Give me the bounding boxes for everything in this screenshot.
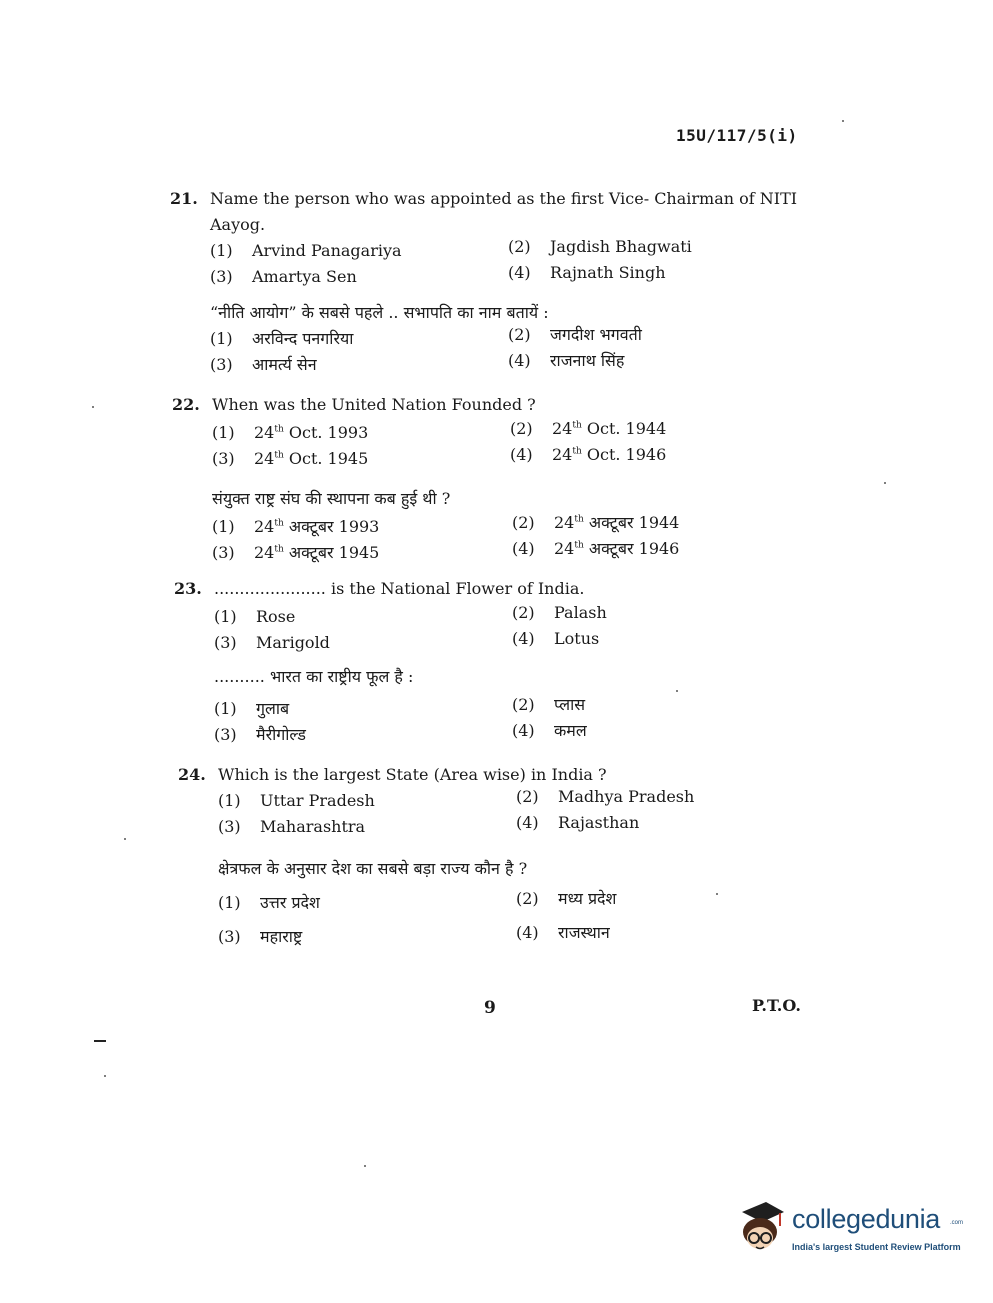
question-text-en: ...................... is the National Flower of India.: [214, 579, 585, 598]
option-2-hi: (2) जगदीश भगवती: [508, 325, 642, 344]
options-hi: [170, 326, 810, 378]
options-hi: [178, 882, 818, 952]
option-4: (4) Rajnath Singh: [508, 263, 666, 282]
options-en: [172, 418, 812, 470]
question-number: 21.: [170, 189, 198, 208]
option-1-hi: (1) उत्तर प्रदेश: [218, 893, 320, 912]
scan-speck: [104, 1075, 106, 1077]
question-text-en: When was the United Nation Founded ?: [212, 395, 536, 414]
option-3: (3) Maharashtra: [218, 817, 366, 836]
options-hi: [174, 690, 814, 742]
question-text-en: Name the person who was appointed as the first Vice- Chairman of NITI Aayog.: [210, 189, 798, 234]
option-2-hi: (2) मध्य प्रदेश: [516, 889, 617, 908]
option-2: (2) Palash: [512, 603, 607, 622]
collegedunia-watermark: [736, 1198, 964, 1258]
scan-speck: [676, 690, 678, 692]
brand-tagline: India's largest Student Review Platform: [792, 1242, 961, 1252]
brand-name: collegedunia: [792, 1204, 941, 1234]
option-4-hi: (4) 24th अक्टूबर 1946: [512, 539, 680, 558]
option-3-hi: (3) 24th अक्टूबर 1945: [212, 543, 380, 562]
options-en: [170, 238, 810, 290]
question-number: 23.: [174, 579, 202, 598]
question-text-hi: क्षेत्रफल के अनुसार देश का सबसे बड़ा राज्य कौन है ?: [218, 859, 528, 878]
option-4: (4) Rajasthan: [516, 813, 640, 832]
option-3: (3) Amartya Sen: [210, 267, 357, 286]
question-21: [170, 186, 810, 378]
option-1-hi: (1) 24th अक्टूबर 1993: [212, 517, 380, 536]
option-2-hi: (2) 24th अक्टूबर 1944: [512, 513, 680, 532]
option-2-hi: (2) प्लास: [512, 695, 586, 714]
question-22: [172, 392, 812, 564]
option-4-hi: (4) कमल: [512, 721, 587, 740]
option-3-hi: (3) महाराष्ट्र: [218, 927, 303, 946]
option-2: (2) Madhya Pradesh: [516, 787, 695, 806]
option-4: (4) 24th Oct. 1946: [510, 445, 667, 464]
question-text-hi: .......... भारत का राष्ट्रीय फूल है :: [214, 667, 414, 686]
option-2: (2) Jagdish Bhagwati: [508, 237, 692, 256]
option-3-hi: (3) आमर्त्य सेन: [210, 355, 317, 374]
option-1: (1) Rose: [214, 607, 296, 626]
option-2: (2) 24th Oct. 1944: [510, 419, 667, 438]
question-text-hi: संयुक्त राष्ट्र संघ की स्थापना कब हुई थी ?: [212, 489, 451, 508]
scan-speck: [884, 482, 886, 484]
scan-speck: [842, 120, 844, 122]
question-text-en: Which is the largest State (Area wise) in India ?: [218, 765, 607, 784]
brand-domain: .com: [950, 1220, 964, 1226]
option-1-hi: (1) गुलाब: [214, 699, 290, 718]
option-4-hi: (4) राजस्थान: [516, 923, 610, 942]
option-1: (1) 24th Oct. 1993: [212, 423, 369, 442]
option-1: (1) Uttar Pradesh: [218, 791, 375, 810]
question-23: [174, 576, 814, 742]
scan-speck: [364, 1165, 366, 1167]
paper-code: 15U/117/5(i): [676, 126, 798, 145]
option-1: (1) Arvind Panagariya: [210, 241, 402, 260]
option-3: (3) Marigold: [214, 633, 330, 652]
option-3: (3) 24th Oct. 1945: [212, 449, 369, 468]
pto-label: P.T.O.: [752, 996, 801, 1015]
options-en: [178, 788, 818, 840]
question-24: [178, 762, 818, 952]
options-hi: [172, 512, 812, 564]
options-en: [174, 602, 814, 654]
graduate-mascot-icon: [736, 1198, 788, 1256]
question-number: 22.: [172, 395, 200, 414]
option-1-hi: (1) अरविन्द पनगरिया: [210, 329, 354, 348]
page-number: 9: [484, 998, 496, 1018]
option-4: (4) Lotus: [512, 629, 600, 648]
scan-speck: [716, 893, 718, 895]
scan-speck: [124, 838, 126, 840]
scan-speck: [92, 406, 94, 408]
option-3-hi: (3) मैरीगोल्ड: [214, 725, 306, 744]
option-4-hi: (4) राजनाथ सिंह: [508, 351, 625, 370]
question-number: 24.: [178, 765, 206, 784]
scan-mark: [94, 1040, 106, 1042]
question-text-hi: “नीति आयोग” के सबसे पहले .. सभापति का नाम बतायें :: [210, 303, 549, 322]
